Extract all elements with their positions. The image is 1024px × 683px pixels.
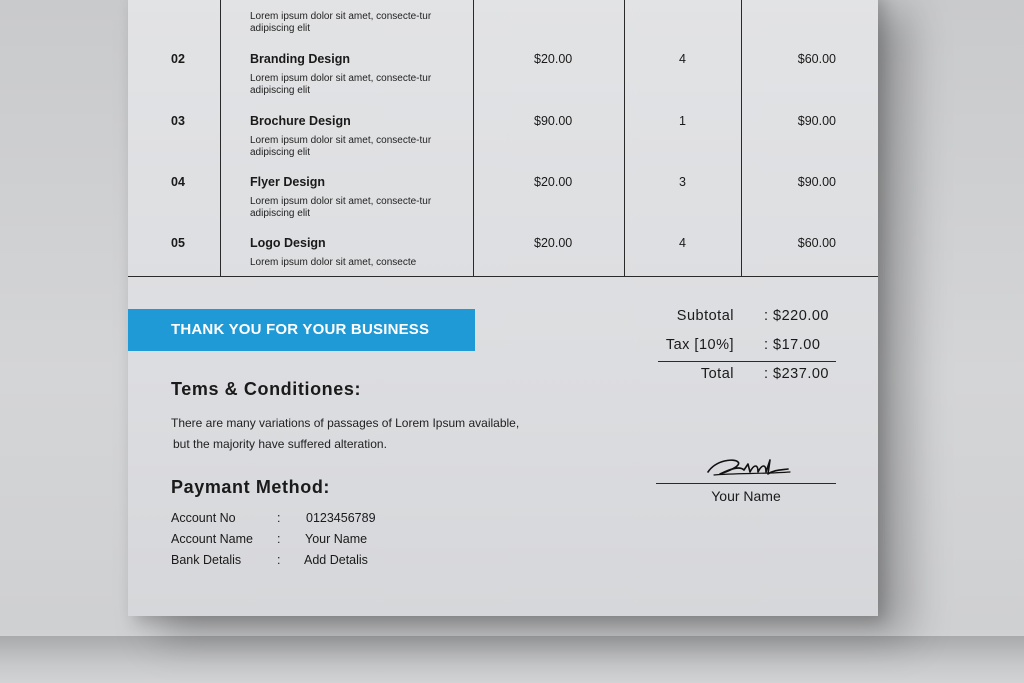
item-price: $20.00 bbox=[534, 236, 573, 250]
subtotal-row bbox=[648, 308, 838, 330]
desk-surface bbox=[0, 636, 1024, 683]
item-total: $60.00 bbox=[797, 52, 836, 66]
tax-label: Tax [10%] bbox=[665, 337, 734, 353]
invoice-sheet bbox=[128, 0, 878, 616]
tax-value: : $17.00 bbox=[764, 337, 821, 353]
item-quantity: 3 bbox=[679, 175, 686, 189]
signature-name: Your Name bbox=[711, 488, 781, 504]
signature-line bbox=[656, 483, 836, 484]
payment-colon: : bbox=[277, 532, 281, 546]
summary-rule bbox=[658, 361, 836, 362]
item-number: 03 bbox=[171, 114, 185, 128]
item-description: Lorem ipsum dolor sit amet, consecte-tur adipiscing elit bbox=[250, 73, 432, 96]
item-description: Lorem ipsum dolor sit amet, consecte-tur adipiscing elit bbox=[250, 135, 432, 158]
item-total: $90.00 bbox=[797, 114, 836, 128]
item-number: 02 bbox=[171, 52, 185, 66]
table-row bbox=[128, 0, 878, 60]
signature-scribble-icon bbox=[704, 452, 794, 482]
payment-colon: : bbox=[277, 511, 281, 525]
item-number: 04 bbox=[171, 175, 185, 189]
payment-value: Add Detalis bbox=[304, 553, 368, 567]
payment-value: Your Name bbox=[305, 532, 368, 546]
thank-you-banner: THANK YOU FOR YOUR BUSINESS bbox=[128, 309, 475, 351]
item-name: Brochure Design bbox=[250, 114, 351, 128]
item-price: $20.00 bbox=[534, 175, 573, 189]
item-name: Logo Design bbox=[250, 236, 326, 250]
total-label: Total bbox=[700, 366, 734, 382]
item-total: $90.00 bbox=[797, 175, 836, 189]
item-quantity: 4 bbox=[679, 236, 686, 250]
item-description: Lorem ipsum dolor sit amet, consecte-tur adipiscing elit bbox=[250, 11, 432, 34]
subtotal-value: : $220.00 bbox=[764, 308, 829, 324]
item-description: Lorem ipsum dolor sit amet, consecte-tur adipiscing elit bbox=[250, 196, 432, 219]
item-quantity: 4 bbox=[679, 52, 686, 66]
payment-label: Bank Detalis bbox=[171, 553, 242, 567]
total-row bbox=[648, 366, 838, 388]
item-description: Lorem ipsum dolor sit amet, consecte bbox=[250, 257, 417, 268]
table-row bbox=[128, 175, 878, 235]
terms-line-2: but the majority have suffered alteration. bbox=[173, 437, 387, 451]
payment-value: 0123456789 bbox=[306, 511, 376, 525]
tax-row bbox=[648, 337, 838, 359]
item-total: $60.00 bbox=[797, 236, 836, 250]
payment-label: Account Name bbox=[171, 532, 253, 546]
payment-label: Account No bbox=[171, 511, 236, 525]
table-row bbox=[128, 236, 878, 296]
item-name: Branding Design bbox=[250, 52, 351, 66]
table-row bbox=[128, 52, 878, 112]
terms-heading: Tems & Conditiones: bbox=[171, 379, 362, 399]
item-price: $20.00 bbox=[534, 52, 573, 66]
item-price: $90.00 bbox=[534, 114, 573, 128]
terms-line-1: There are many variations of passages of Lorem Ipsum available, bbox=[171, 416, 520, 430]
item-number: 05 bbox=[171, 236, 185, 250]
table-row bbox=[128, 114, 878, 174]
payment-colon: : bbox=[277, 553, 281, 567]
subtotal-label: Subtotal bbox=[676, 308, 734, 324]
payment-heading: Paymant Method: bbox=[171, 477, 331, 497]
total-value: : $237.00 bbox=[764, 366, 829, 382]
item-quantity: 1 bbox=[679, 114, 686, 128]
item-name: Flyer Design bbox=[250, 175, 326, 189]
